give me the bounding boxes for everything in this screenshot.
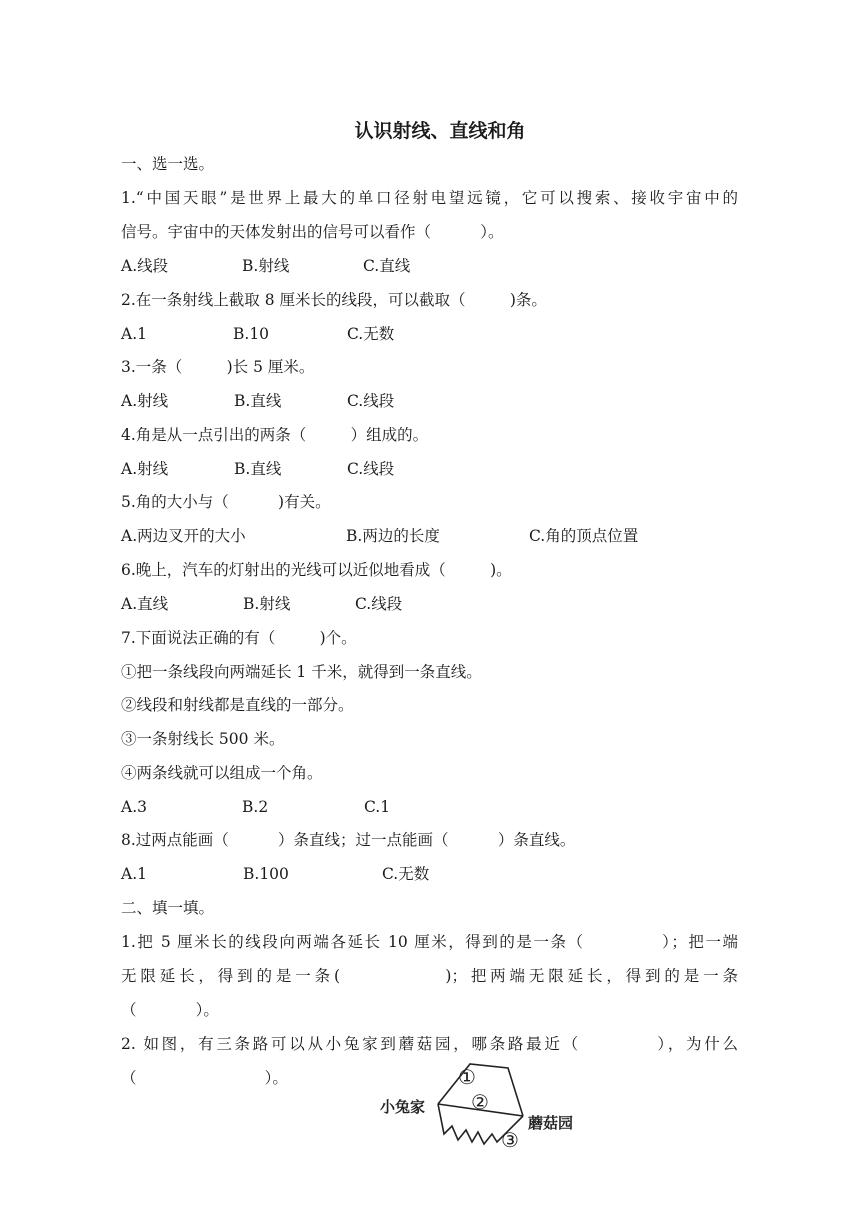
fill-1-line-2: 无限延长，得到的是一条( )；把两端无限延长，得到的是一条 — [121, 967, 738, 985]
option-b: B.射线 — [243, 595, 291, 613]
option-a: A.射线 — [121, 392, 169, 410]
option-b: B.直线 — [234, 392, 282, 410]
option-b: B.射线 — [242, 257, 290, 275]
option-b: B.100 — [243, 865, 289, 883]
route-figure — [380, 1058, 595, 1158]
question-1-line-2: 信号。宇宙中的天体发射出的信号可以看作（ ）。 — [121, 223, 504, 241]
option-c: C.无数 — [382, 865, 430, 883]
option-c: C.线段 — [347, 392, 395, 410]
option-a: A.直线 — [121, 595, 169, 613]
fill-1-line-3: （ ）。 — [121, 1001, 219, 1019]
question-7-statement-1: ①把一条线段向两端延长 1 千米，就得到一条直线。 — [121, 663, 482, 681]
option-c: C.直线 — [363, 257, 411, 275]
question-6: 6.晚上，汽车的灯射出的光线可以近似地看成（ )。 — [121, 561, 512, 579]
page-title: 认识射线、直线和角 — [354, 120, 526, 142]
rabbit-home-label: 小兔家 — [380, 1098, 426, 1116]
fill-2-line-1: 2. 如图，有三条路可以从小兔家到蘑菇园，哪条路最近（ ），为什么 — [121, 1035, 738, 1053]
option-c: C.1 — [364, 798, 391, 816]
question-7-statement-4: ④两条线就可以组成一个角。 — [121, 764, 323, 782]
option-b: B.两边的长度 — [346, 527, 440, 545]
option-a: A.1 — [121, 865, 147, 883]
option-a: A.线段 — [121, 257, 169, 275]
question-7-statement-2: ②线段和射线都是直线的一部分。 — [121, 696, 354, 714]
fill-2-line-2: （ ）。 — [121, 1069, 288, 1087]
fill-1-line-1: 1.把 5 厘米长的线段向两端各延长 10 厘米，得到的是一条（ ）；把一端 — [121, 933, 738, 951]
option-a: A.3 — [121, 798, 147, 816]
question-3: 3.一条（ )长 5 厘米。 — [121, 358, 315, 376]
route-1-label: ① — [458, 1065, 476, 1089]
option-a: A.1 — [121, 325, 147, 343]
question-7: 7.下面说法正确的有（ )个。 — [121, 629, 357, 647]
question-8: 8.过两点能画（ ）条直线；过一点能画（ ）条直线。 — [121, 831, 576, 849]
question-7-statement-3: ③一条射线长 500 米。 — [121, 730, 285, 748]
route-3-label: ③ — [501, 1128, 519, 1152]
question-5: 5.角的大小与（ )有关。 — [121, 493, 331, 511]
question-1-line-1: 1.“中国天眼”是世界上最大的单口径射电望远镜，它可以搜索、接收宇宙中的 — [121, 189, 738, 207]
option-c: C.线段 — [347, 460, 395, 478]
section-heading-fill: 二、填一填。 — [121, 899, 215, 917]
option-c: C.线段 — [355, 595, 403, 613]
option-a: A.两边叉开的大小 — [121, 527, 246, 545]
option-a: A.射线 — [121, 460, 169, 478]
question-4: 4.角是从一点引出的两条（ ）组成的。 — [121, 426, 429, 444]
section-heading-choose: 一、选一选。 — [121, 155, 215, 173]
route-2-label: ② — [471, 1090, 489, 1114]
option-c: C.无数 — [347, 325, 395, 343]
option-b: B.10 — [233, 325, 270, 343]
option-b: B.2 — [242, 798, 269, 816]
option-c: C.角的顶点位置 — [529, 527, 639, 545]
option-b: B.直线 — [234, 460, 282, 478]
question-2: 2.在一条射线上截取 8 厘米长的线段，可以截取（ )条。 — [121, 291, 547, 309]
mushroom-garden-label: 蘑菇园 — [528, 1114, 574, 1132]
